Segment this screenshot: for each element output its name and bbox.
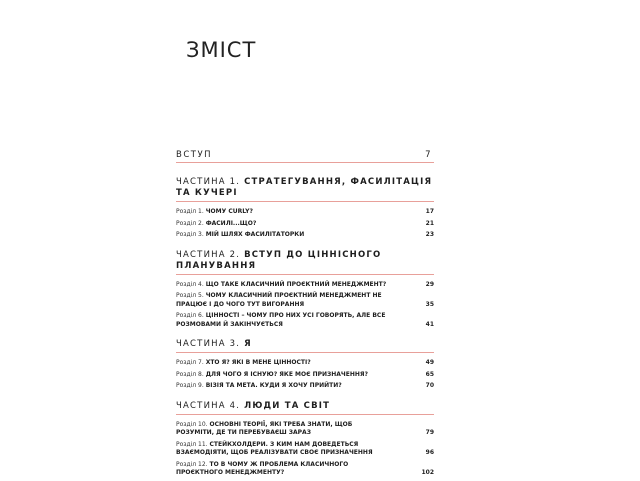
toc-chapter[interactable] (176, 382, 434, 391)
part-heading[interactable] (176, 401, 434, 414)
chapter-page: 96 (425, 449, 434, 456)
toc-chapter[interactable] (176, 208, 434, 217)
chapter-page: 102 (421, 469, 434, 476)
toc-chapter[interactable] (176, 371, 434, 380)
chapter-label: Розділ 2. (176, 219, 204, 227)
intro-page: 7 (425, 150, 432, 160)
chapter-title: ЧОМУ CURLY? (205, 208, 253, 215)
part-title: ЛЮДИ ТА СВІТ (244, 400, 331, 411)
chapter-title: ТО В ЧОМУ Ж ПРОБЛЕМА КЛАСИЧНОГО ПРОЄКТНОГО МЕНЕДЖМЕНТУ? (176, 460, 349, 476)
toc-part-4 (176, 401, 434, 478)
divider (176, 201, 434, 202)
toc-chapter[interactable] (176, 281, 434, 290)
part-label: ЧАСТИНА 1. (176, 177, 241, 187)
part-title: СТРАТЕГУВАННЯ, ФАСИЛІТАЦІЯ ТА КУЧЕРІ (176, 177, 433, 198)
part-heading[interactable] (176, 177, 434, 201)
toc-chapter[interactable] (176, 220, 434, 229)
chapter-page: 65 (425, 370, 434, 378)
chapter-page: 70 (425, 382, 434, 389)
chapter-label: Розділ 4. (176, 280, 204, 288)
chapter-title: ДЛЯ ЧОГО Я ІСНУЮ? ЯКЕ МОЄ ПРИЗНАЧЕННЯ? (205, 370, 369, 378)
chapter-label: Розділ 8. (176, 370, 204, 378)
toc-chapter[interactable] (176, 231, 434, 240)
chapter-label: Розділ 6. (176, 312, 204, 319)
chapter-page: 41 (425, 320, 434, 328)
toc-chapter[interactable] (176, 312, 434, 329)
chapter-page: 35 (425, 300, 434, 308)
chapter-label: Розділ 1. (176, 208, 204, 215)
chapter-title: СТЕЙКХОЛДЕРИ. З КИМ НАМ ДОВЕДЕТЬСЯ ВЗАЄМОДІЯТИ, ЩОБ РЕАЛІЗУВАТИ СВОЄ ПРИЗНАЧЕННЯ (176, 440, 373, 456)
part-label: ЧАСТИНА 3. (176, 339, 241, 349)
chapter-page: 17 (425, 208, 434, 215)
toc-chapter[interactable] (176, 441, 434, 458)
chapter-title: ЧОМУ КЛАСИЧНИЙ ПРОЄКТНИЙ МЕНЕДЖМЕНТ НЕ ПРАЦЮЄ І ДО ЧОГО ТУТ ВИГОРАННЯ (176, 292, 382, 308)
chapter-label: Розділ 10. (176, 420, 208, 428)
toc-chapter[interactable] (176, 421, 434, 438)
divider (176, 274, 434, 275)
table-of-contents (176, 150, 434, 481)
chapter-title: ЦІННОСТІ – ЧОМУ ПРО НИХ УСІ ГОВОРЯТЬ, АЛЕ ВСЕ РОЗМОВАМИ Й ЗАКІНЧУЄТЬСЯ (176, 312, 386, 328)
chapter-title: ОСНОВНІ ТЕОРІЇ, ЯКІ ТРЕБА ЗНАТИ, ЩОБ РОЗУМІТИ, ДЕ ТИ ПЕРЕБУВАЄШ ЗАРАЗ (176, 420, 353, 436)
toc-chapter[interactable] (176, 292, 434, 309)
part-title: Я (244, 339, 252, 349)
chapter-page: 29 (425, 280, 434, 288)
chapter-title: ХТО Я? ЯКІ В МЕНЕ ЦІННОСТІ? (205, 359, 311, 366)
divider (176, 414, 434, 415)
part-heading[interactable] (176, 250, 434, 274)
chapter-title: ЩО ТАКЕ КЛАСИЧНИЙ ПРОЄКТНИЙ МЕНЕДЖМЕНТ? (205, 280, 387, 288)
chapter-title: ВІЗІЯ ТА МЕТА. КУДИ Я ХОЧУ ПРИЙТИ? (205, 382, 342, 389)
chapter-label: Розділ 11. (176, 440, 208, 448)
page-title: ЗМІСТ (186, 38, 257, 62)
toc-part-1 (176, 177, 434, 240)
part-heading[interactable] (176, 339, 434, 352)
chapter-label: Розділ 3. (176, 231, 204, 238)
toc-part-3 (176, 339, 434, 391)
divider (176, 352, 434, 353)
part-title: ВСТУП ДО ЦІННІСНОГО ПЛАНУВАННЯ (176, 249, 382, 271)
part-label: ЧАСТИНА 4. (176, 400, 241, 411)
toc-part-2 (176, 250, 434, 330)
chapter-label: Розділ 12. (176, 460, 208, 468)
toc-chapter[interactable] (176, 461, 434, 478)
chapter-label: Розділ 7. (176, 359, 204, 366)
intro-label: ВСТУП (176, 150, 213, 160)
chapter-title: МІЙ ШЛЯХ ФАСИЛІТАТОРКИ (205, 231, 305, 238)
toc-intro[interactable] (176, 150, 434, 162)
chapter-page: 79 (425, 429, 434, 436)
divider (176, 162, 434, 163)
chapter-page: 21 (425, 219, 434, 227)
chapter-page: 49 (425, 359, 434, 366)
chapter-title: ФАСИЛІ...ЩО? (205, 219, 257, 227)
chapter-page: 23 (425, 231, 434, 238)
toc-chapter[interactable] (176, 359, 434, 368)
chapter-label: Розділ 9. (176, 382, 204, 389)
part-label: ЧАСТИНА 2. (176, 249, 241, 260)
chapter-label: Розділ 5. (176, 292, 204, 299)
